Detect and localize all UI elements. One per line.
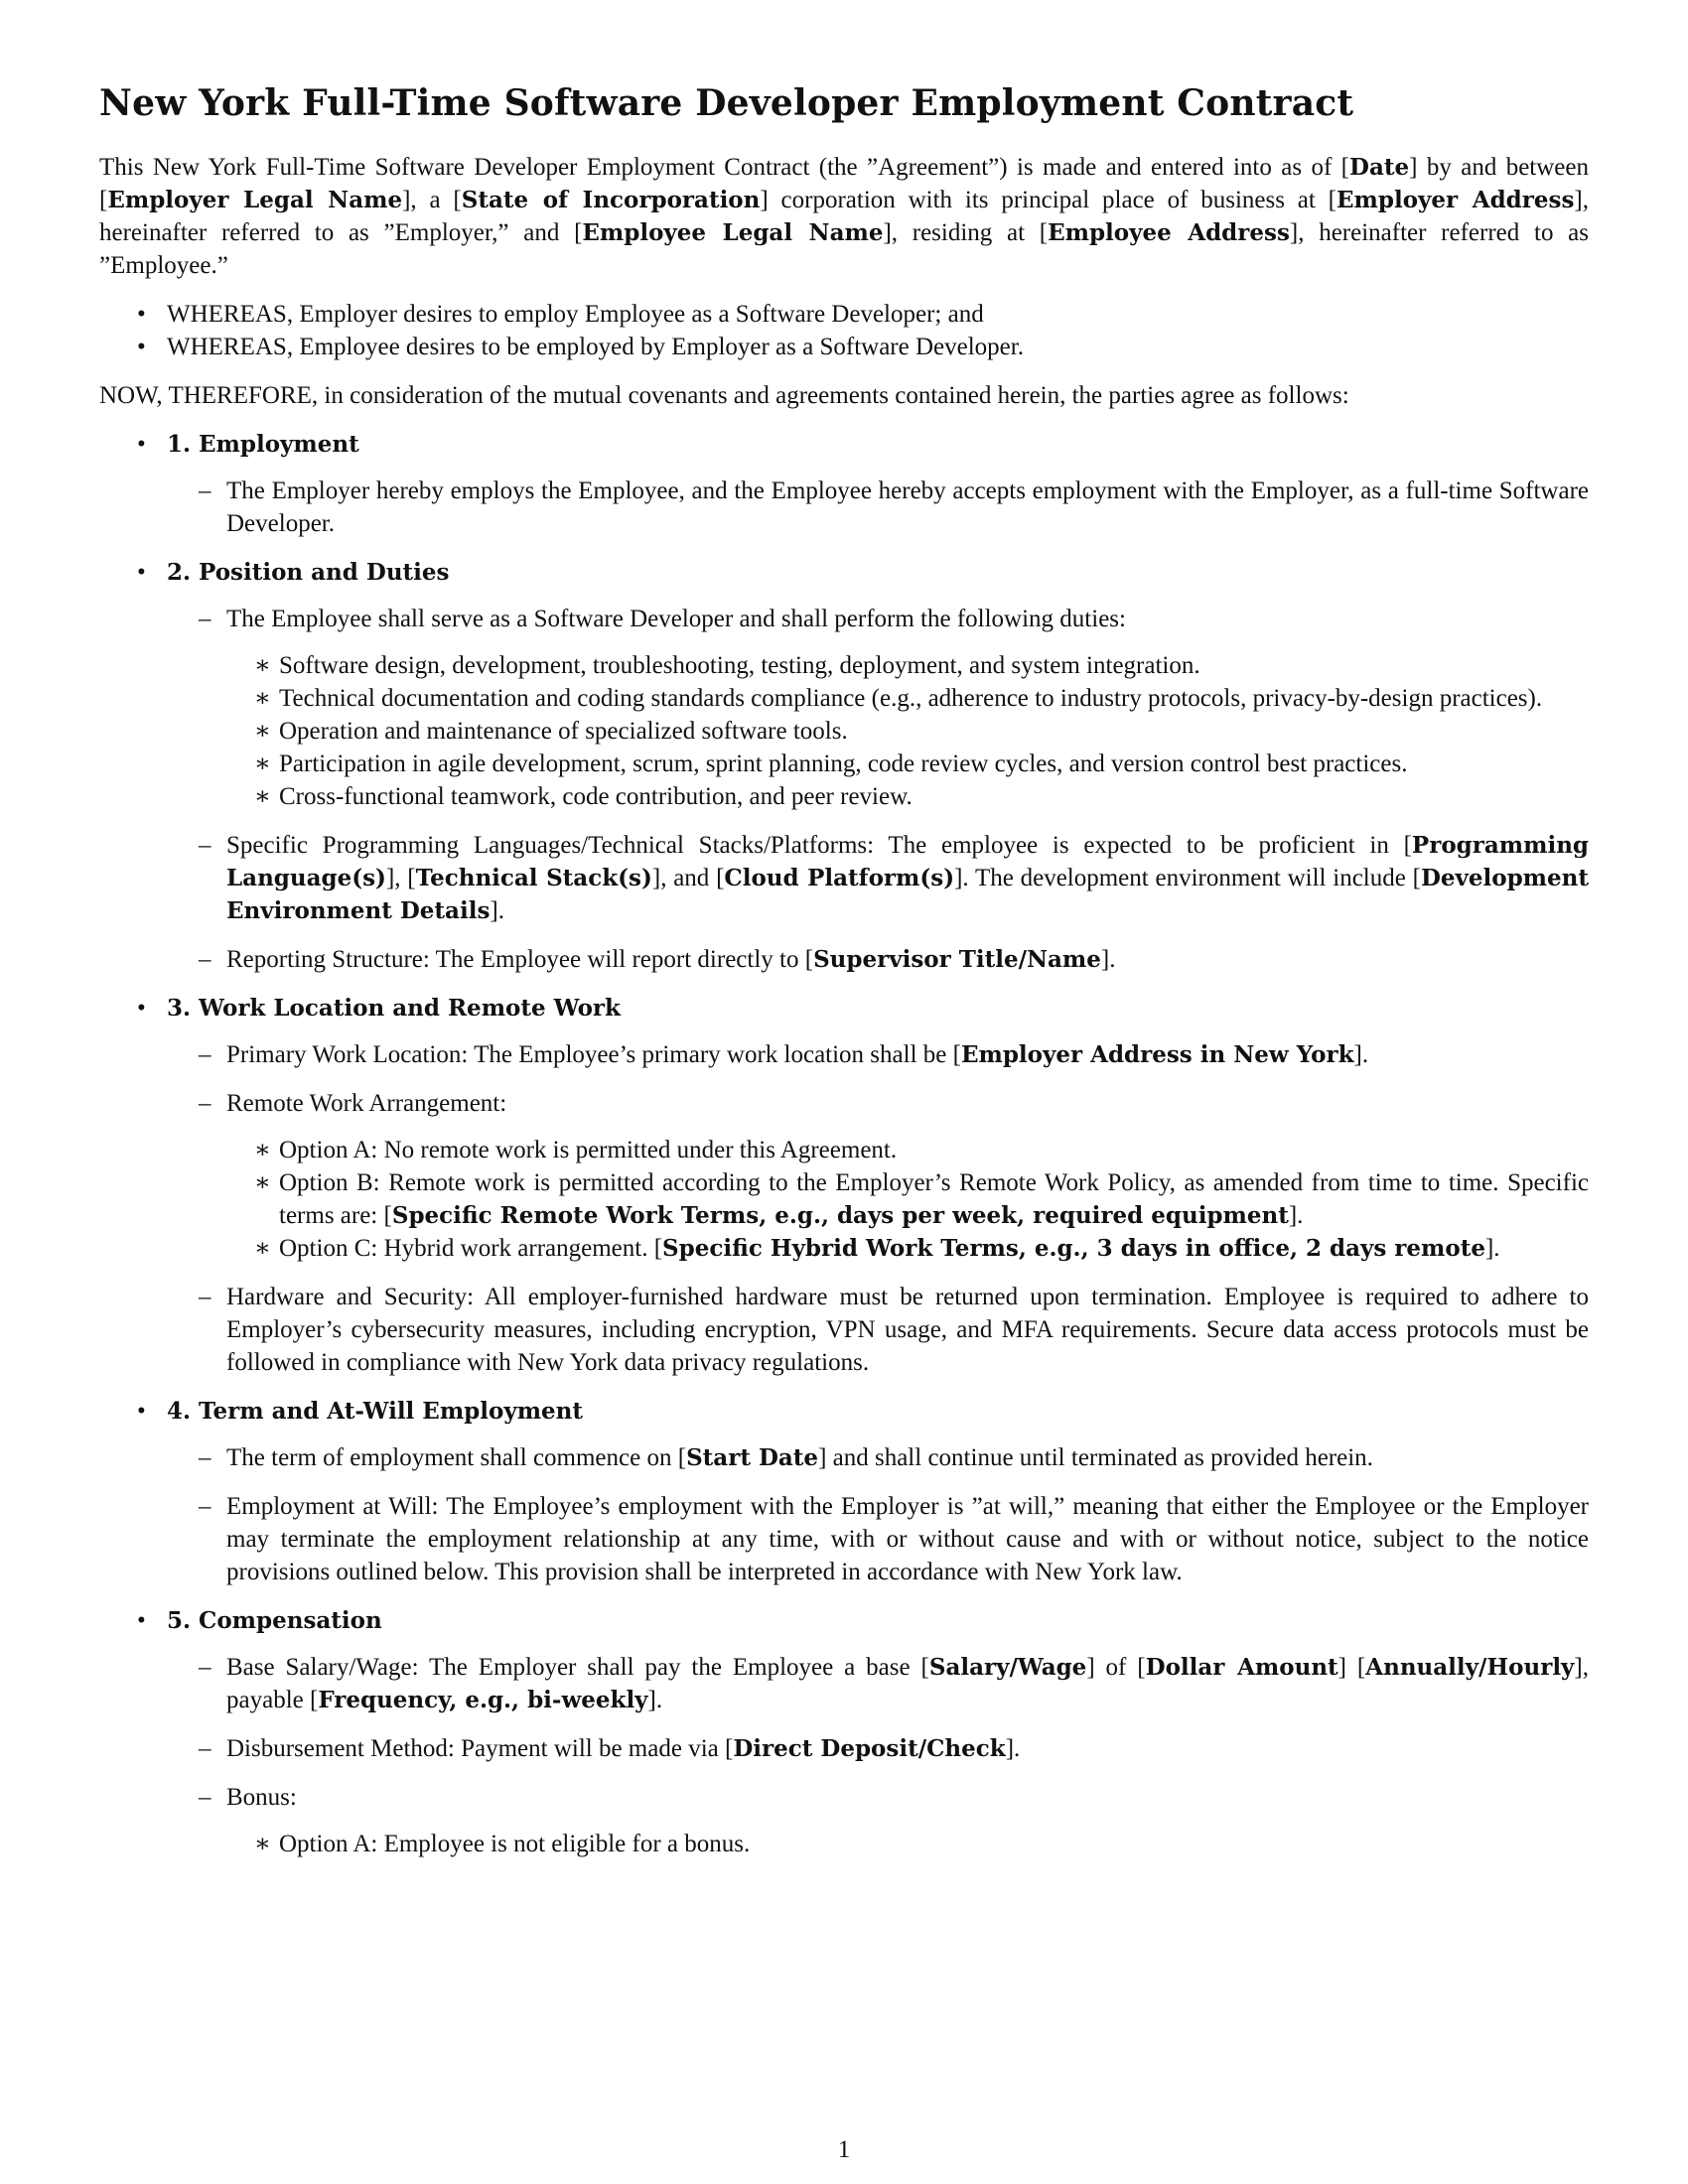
section-title: • 1. Employment <box>167 431 359 458</box>
placeholder-date: Date <box>1349 154 1410 181</box>
placeholder-start-date: Start Date <box>686 1444 819 1471</box>
placeholder-salary-wage: Salary/Wage <box>928 1654 1087 1681</box>
placeholder-frequency: Frequency, e.g., bi-weekly <box>318 1687 648 1713</box>
bonus-options-list <box>226 1828 1589 1860</box>
section-compensation <box>99 1604 1589 1860</box>
sections-list <box>99 428 1589 1860</box>
now-therefore-paragraph: NOW, THEREFORE, in consideration of the mutual covenants and agreements contained herein, the parties agree as follows: <box>99 382 1349 409</box>
contract-page <box>99 81 1589 1876</box>
whereas-list <box>99 298 1589 363</box>
section-work-location <box>99 992 1589 1379</box>
section-term <box>99 1395 1589 1588</box>
clause-item: – Remote Work Arrangement: ∗ Option A: No remote work is permitted under this Agreement. ∗ Option B: Remote work is permitted according to the Employer’s Remote Work Policy, as amended from time to time. Specific terms are: [Specific Remote Work Terms, e.g., days per week, required equipment]. ∗ Option C: Hybrid work arrangement. [Specific Hybrid Work Terms, e.g., 3 days in office, 2 days remote]. <box>167 1087 1589 1265</box>
duty-item: ∗ Participation in agile development, scrum, sprint planning, code review cycles, and version control best practices. <box>226 748 1589 780</box>
section-position-duties <box>99 556 1589 976</box>
clause-item: – Base Salary/Wage: The Employer shall pay the Employee a base [Salary/Wage] of [Dollar Amount] [Annually/Hourly], payable [Frequency, e.g., bi-weekly]. <box>167 1651 1589 1716</box>
placeholder-disbursement: Direct Deposit/Check <box>733 1735 1006 1762</box>
clause-item: – The Employer hereby employs the Employee, and the Employee hereby accepts employment with the Employer, as a full-time Software Developer. <box>167 475 1589 540</box>
clause-item: – Employment at Will: The Employee’s employment with the Employer is ”at will,” meaning that either the Employee or the Employer may terminate the employment relationship at any time, with or without cause and with or without notice, subject to the notice provisions outlined below. This provision shall be interpreted in accordance with New York law. <box>167 1490 1589 1588</box>
placeholder-employer-address-ny: Employer Address in New York <box>960 1041 1354 1068</box>
placeholder-employer-legal-name: Employer Legal Name <box>107 187 403 213</box>
intro-paragraph: This New York Full-Time Software Developer Employment Contract (the ”Agreement”) is made and entered into as of [Date] by and between [Employer Legal Name], a [State of Incorporation] corporation with its principal place of business at [Employer Address], hereinafter referred to as ”Employer,” and [Employee Legal Name], residing at [Employee Address], hereinafter referred to as ”Employee.” <box>99 154 1589 279</box>
duty-item: ∗ Operation and maintenance of specialized software tools. <box>226 715 1589 748</box>
section-title: • 4. Term and At-Will Employment <box>167 1398 584 1425</box>
option-item: ∗ Option A: No remote work is permitted under this Agreement. <box>226 1134 1589 1166</box>
duties-list <box>226 649 1589 813</box>
placeholder-annually-hourly: Annually/Hourly <box>1365 1654 1575 1681</box>
section-employment <box>99 428 1589 540</box>
placeholder-employee-legal-name: Employee Legal Name <box>582 219 884 246</box>
placeholder-hybrid-terms: Specific Hybrid Work Terms, e.g., 3 days in office, 2 days remote <box>662 1235 1485 1262</box>
duty-item: ∗ Cross-functional teamwork, code contribution, and peer review. <box>226 780 1589 813</box>
document-title: New York Full-Time Software Developer Employment Contract <box>99 82 1354 124</box>
placeholder-dev-environment: Development Environment Details <box>226 865 1589 924</box>
duty-item: ∗ Technical documentation and coding standards compliance (e.g., adherence to industry protocols, privacy-by-design practices). <box>226 682 1589 715</box>
option-item: ∗ Option B: Remote work is permitted according to the Employer’s Remote Work Policy, as amended from time to time. Specific terms are: [Specific Remote Work Terms, e.g., days per week, required equipment]. <box>226 1166 1589 1232</box>
section-title: • 5. Compensation <box>167 1607 382 1634</box>
placeholder-remote-terms: Specific Remote Work Terms, e.g., days per week, required equipment <box>391 1202 1289 1229</box>
placeholder-technical-stack: Technical Stack(s) <box>415 865 652 891</box>
section-title: • 3. Work Location and Remote Work <box>167 995 621 1022</box>
section-title: • 2. Position and Duties <box>167 559 450 586</box>
clause-item: – The term of employment shall commence on [Start Date] and shall continue until terminated as provided herein. <box>167 1441 1589 1474</box>
page-number: 1 <box>837 2136 851 2163</box>
whereas-item: • WHEREAS, Employee desires to be employed by Employer as a Software Developer. <box>99 331 1589 363</box>
placeholder-state-of-incorporation: State of Incorporation <box>461 187 761 213</box>
clause-item: – Primary Work Location: The Employee’s primary work location shall be [Employer Address in New York]. <box>167 1038 1589 1071</box>
placeholder-employee-address: Employee Address <box>1048 219 1290 246</box>
placeholder-supervisor: Supervisor Title/Name <box>813 946 1101 973</box>
placeholder-dollar-amount: Dollar Amount <box>1145 1654 1338 1681</box>
whereas-item: • WHEREAS, Employer desires to employ Employee as a Software Developer; and <box>99 298 1589 331</box>
option-item: ∗ Option C: Hybrid work arrangement. [Specific Hybrid Work Terms, e.g., 3 days in office, 2 days remote]. <box>226 1232 1589 1265</box>
placeholder-programming-languages: Programming Language(s) <box>226 832 1589 891</box>
clause-item: – Reporting Structure: The Employee will report directly to [Supervisor Title/Name]. <box>167 943 1589 976</box>
placeholder-cloud-platform: Cloud Platform(s) <box>724 865 955 891</box>
clause-item: – Disbursement Method: Payment will be made via [Direct Deposit/Check]. <box>167 1732 1589 1765</box>
placeholder-employer-address: Employer Address <box>1336 187 1575 213</box>
clause-item: – The Employee shall serve as a Software Developer and shall perform the following duties: ∗ Software design, development, troubleshooting, testing, deployment, and system integration. ∗ Technical documentation and coding standards compliance (e.g., adherence to industry protocols, privacy-by-design practices). ∗ Operation and maintenance of specialized software tools. ∗ Participation in agile development, scrum, sprint planning, code review cycles, and version control best practices. ∗ Cross-functional teamwork, code contribution, and peer review. <box>167 603 1589 813</box>
duty-item: ∗ Software design, development, troubleshooting, testing, deployment, and system integration. <box>226 649 1589 682</box>
remote-options-list <box>226 1134 1589 1265</box>
clause-item: – Specific Programming Languages/Technical Stacks/Platforms: The employee is expected to be proficient in [Programming Language(s)], [Technical Stack(s)], and [Cloud Platform(s)]. The development environment will include [Development Environment Details]. <box>167 829 1589 927</box>
option-item: ∗ Option A: Employee is not eligible for a bonus. <box>226 1828 1589 1860</box>
clause-item: – Bonus: ∗ Option A: Employee is not eligible for a bonus. <box>167 1781 1589 1860</box>
clause-item: – Hardware and Security: All employer-furnished hardware must be returned upon termination. Employee is required to adhere to Employer’s cybersecurity measures, including encryption, VPN usage, and MFA requirements. Secure data access protocols must be followed in compliance with New York data privacy regulations. <box>167 1281 1589 1379</box>
